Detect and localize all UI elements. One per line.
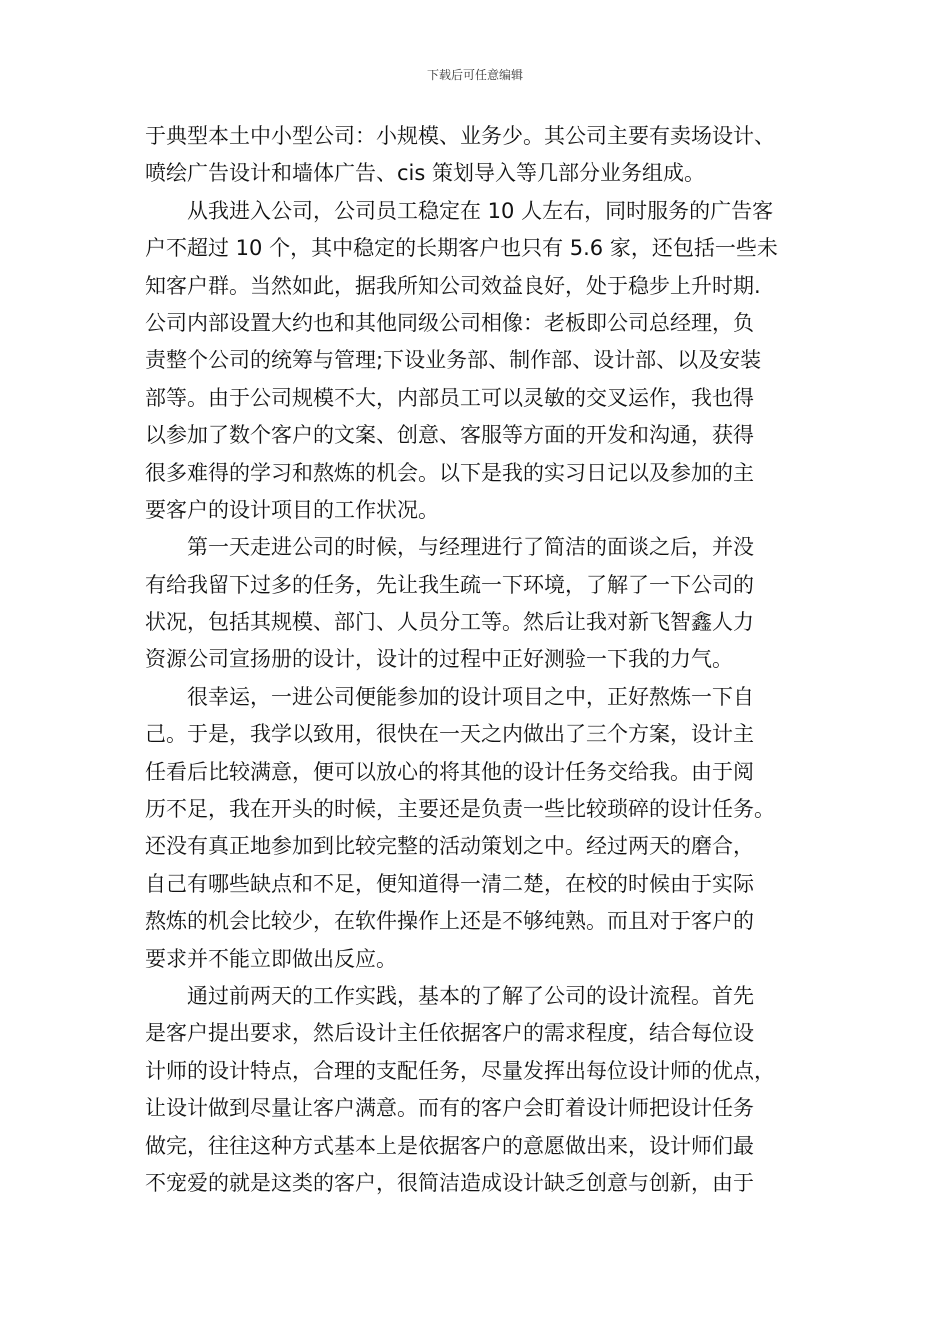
text-line: 让设计做到尽量让客户满意。而有的客户会盯着设计师把设计任务 xyxy=(145,1096,754,1121)
text-line: 要客户的设计项目的工作状况。 xyxy=(145,497,439,522)
text-line: 任看后比较满意，便可以放心的将其他的设计任务交给我。由于阅 xyxy=(145,759,754,784)
paragraph-first-line: 从我进入公司，公司员工稳定在 10 人左右，同时服务的广告客 xyxy=(187,198,774,223)
text-line: 以参加了数个客户的文案、创意、客服等方面的开发和沟通，获得 xyxy=(145,423,754,448)
text-line: 知客户群。当然如此，据我所知公司效益良好，处于稳步上升时期. xyxy=(145,273,761,298)
text-line: 不宠爱的就是这类的客户，很简洁造成设计缺乏创意与创新，由于 xyxy=(145,1170,754,1195)
text-line: 计师的设计特点，合理的支配任务，尽量发挥出每位设计师的优点， xyxy=(145,1058,775,1083)
paragraph-first-line: 第一天走进公司的时候，与经理进行了简洁的面谈之后，并没 xyxy=(187,535,754,560)
text-line: 做完，往往这种方式基本上是依据客户的意愿做出来，设计师们最 xyxy=(145,1133,754,1158)
text-line: 有给我留下过多的任务，先让我生疏一下环境，了解了一下公司的 xyxy=(145,572,754,597)
text-line: 于典型本土中小型公司：小规模、业务少。其公司主要有卖场设计、 xyxy=(145,124,775,148)
text-line: 还没有真正地参加到比较完整的活动策划之中。经过两天的磨合， xyxy=(145,834,754,859)
text-line: 己。于是，我学以致用，很快在一天之内做出了三个方案，设计主 xyxy=(145,722,754,747)
text-line: 资源公司宣扬册的设计，设计的过程中正好测验一下我的力气。 xyxy=(145,647,733,672)
text-line: 历不足，我在开头的时候，主要还是负责一些比较琐碎的设计任务。 xyxy=(145,797,775,822)
paragraph-first-line: 通过前两天的工作实践，基本的了解了公司的设计流程。首先 xyxy=(187,983,754,1008)
text-line: 责整个公司的统筹与管理;下设业务部、制作部、设计部、以及安装 xyxy=(145,348,762,373)
text-line: 熬炼的机会比较少，在软件操作上还是不够纯熟。而且对于客户的 xyxy=(145,909,754,934)
text-line: 是客户提出要求，然后设计主任依据客户的需求程度，结合每位设 xyxy=(145,1021,754,1046)
text-line: 要求并不能立即做出反应。 xyxy=(145,946,397,971)
text-line: 状况，包括其规模、部门、人员分工等。然后让我对新飞智鑫人力 xyxy=(145,610,754,635)
page-header: 下载后可任意编辑 xyxy=(426,68,523,82)
text-line: 喷绘广告设计和墙体广告、cis 策划导入等几部分业务组成。 xyxy=(145,161,705,186)
paragraph-first-line: 很幸运，一进公司便能参加的设计项目之中，正好熬炼一下自 xyxy=(187,684,754,709)
text-line: 公司内部设置大约也和其他同级公司相像：老板即公司总经理，负 xyxy=(145,310,754,335)
text-line: 部等。由于公司规模不大，内部员工可以灵敏的交叉运作，我也得 xyxy=(145,385,754,410)
text-line: 很多难得的学习和熬炼的机会。以下是我的实习日记以及参加的主 xyxy=(145,460,754,485)
text-line: 户不超过 10 个，其中稳定的长期客户也只有 5.6 家，还包括一些未 xyxy=(145,236,778,261)
text-line: 自己有哪些缺点和不足，便知道得一清二楚，在校的时候由于实际 xyxy=(145,871,754,896)
document-body xyxy=(145,118,807,1202)
